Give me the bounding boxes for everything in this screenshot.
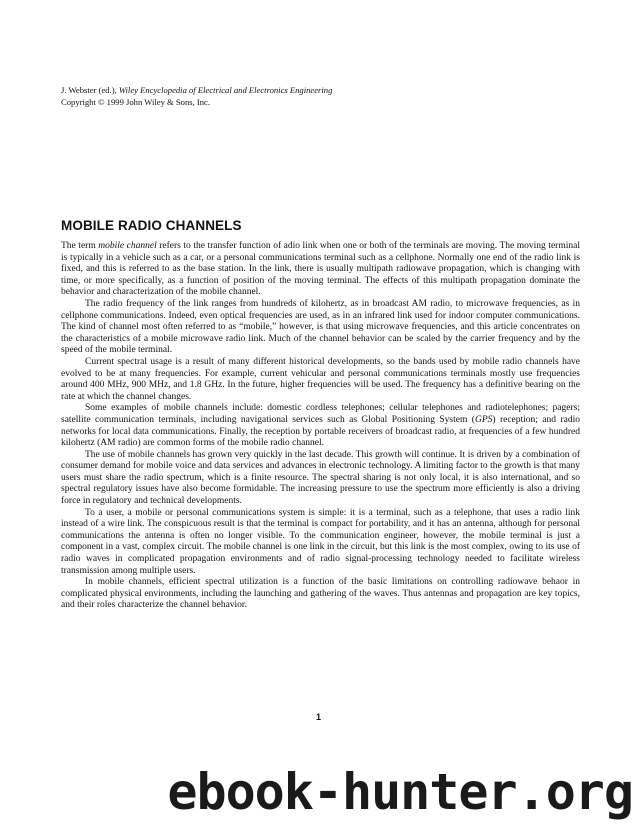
article-body xyxy=(61,241,580,612)
paragraph-5: The use of mobile channels has grown very quickly in the last decade. This growth will continue. It is driven by a combination of consumer demand for mobile voice and data services and advances in electronic technology. A limiting factor to the growth is that many users must share the radio spectrum, which is a finite resource. The spectral sharing is not only local, it is also international, and so spectral regulatory issues have also become formidable. The increasing pressure to use the spectrum more efficiently is also a driving force in regulatory and technical developments. xyxy=(61,449,580,507)
paragraph-4: Some examples of mobile channels include: domestic cordless telephones; cellular telephones and radiotelephones; pagers; satellite communication terminals, including navigational services such as Global Positioning System (GPS) reception; and radio networks for local data communications. Finally, the reception by portable receivers of broadcast radio, at frequencies of a few hundred kilohertz (AM radio) are common forms of the mobile radio channel. xyxy=(61,403,580,449)
paragraph-1: The term mobile channel refers to the transfer function of adio link when one or both of the terminals are moving. The moving terminal is typically in a vehicle such as a car, or a personal communications terminal such as a cellphone. Normally one end of the radio link is fixed, and this is referred to as the base station. In the link, there is usually multipath radiowave propagation, which is changing with time, or more specifically, as a function of position of the moving terminal. The effects of this multipath propagation dominate the behavior and characterization of the mobile channel. xyxy=(61,241,580,298)
page-number: 1 xyxy=(315,712,321,722)
citation-editor: J. Webster (ed.), xyxy=(61,85,119,95)
citation-work-title: Wiley Encyclopedia of Electrical and Electronics Engineering xyxy=(118,85,333,95)
citation-line xyxy=(61,84,581,96)
term-mobile-channel: mobile channel xyxy=(98,241,157,251)
citation-header xyxy=(61,84,581,108)
paragraph-3: Current spectral usage is a result of many different historical developments, so the bands used by mobile radio channels have evolved to be at many frequencies. For example, current vehicular and personal communications terminals mostly use frequencies around 400 MHz, 900 MHz, and 1.8 GHz. In the future, higher frequencies will be used. The frequency has a definitive bearing on the rate at which the channel changes. xyxy=(61,356,580,402)
copyright-line: Copyright © 1999 John Wiley & Sons, Inc. xyxy=(61,97,211,107)
paragraph-7: In mobile channels, efficient spectral utilization is a function of the basic limitations on controlling radiowave behaor in complicated physical environments, including the launching and gathering of the waves. Thus antennas and propagation are key topics, and their roles characterize the channel behavior. xyxy=(61,577,580,611)
article-title: MOBILE RADIO CHANNELS xyxy=(61,218,242,233)
term-gps: GPS xyxy=(474,414,493,425)
watermark-text: ebook-hunter.org xyxy=(167,763,633,821)
paragraph-2: The radio frequency of the link ranges from hundreds of kilohertz, as in broadcast AM radio, to microwave frequencies, as in cellphone communications. Indeed, even optical frequencies are used, as in an infrared link used for indoor computer communications. The kind of channel most often referred to as “mobile,” however, is that using microwave frequencies, and this article concentrates on the characteristics of a mobile microwave radio link. Much of the channel behavior can be scaled by the carrier frequency and by the speed of the mobile terminal. xyxy=(61,298,580,356)
paragraph-6: To a user, a mobile or personal communications system is simple: it is a terminal, such as a telephone, that uses a radio link instead of a wire link. The conspicuous result is that the terminal is compact for portability, and it has an antenna, although for personal communications the antenna is often no longer visible. To the communication engineer, however, the mobile terminal is just a component in a vast, complex circuit. The mobile channel is one link in the circuit, but this link is the most complex, owing to its use of radio waves in complicated propagation environments and of radio signal-processing technology needed to facilitate wireless transmission among multiple users. xyxy=(61,507,580,576)
